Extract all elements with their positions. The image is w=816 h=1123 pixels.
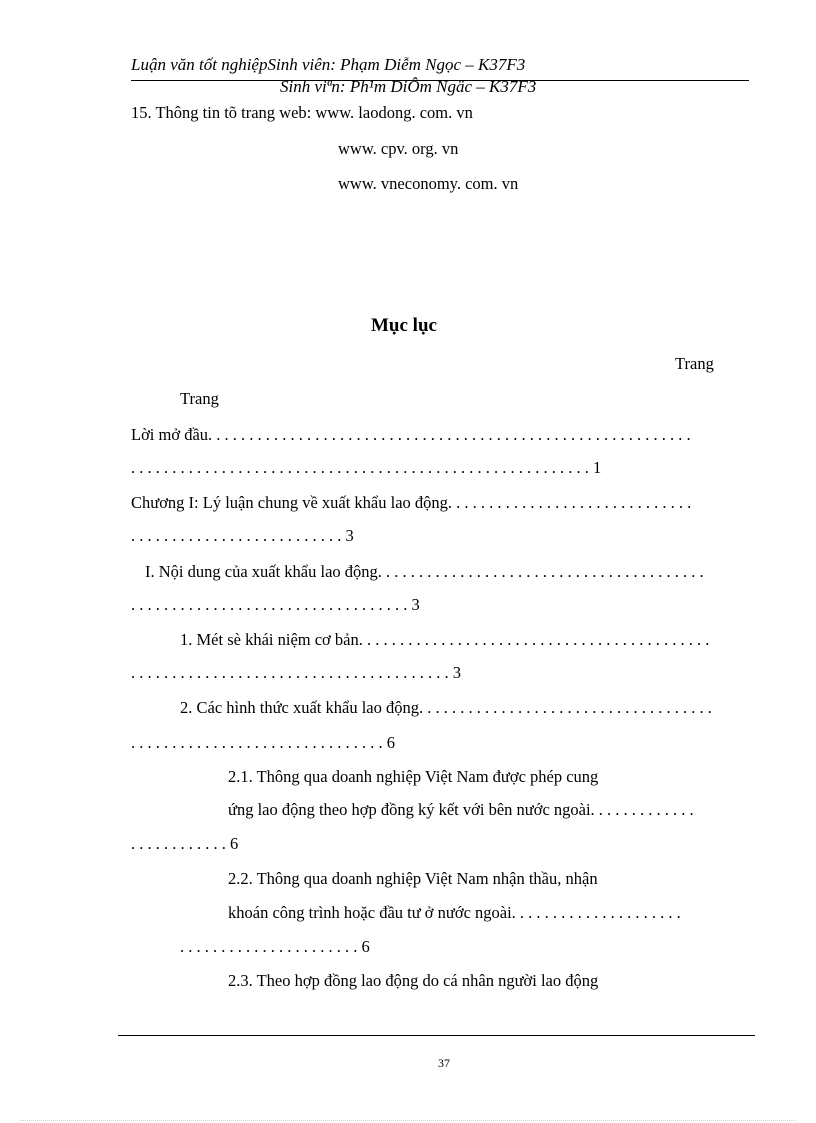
toc-entry: Lời mở đầu. . . . . . . . . . . . . . . . . . . . . . . . . . . . . . . . . . . . . . . . . . . . . . . . . . . . . . . . . . . <box>131 425 691 444</box>
running-header: Luận văn tốt nghiệpSinh viên: Phạm Diễm Ngọc – K37F3 <box>131 55 526 74</box>
toc-entry-leader: . . . . . . . . . . . . . . . . . . . . . . . . . . . . . . . . . . . . . . . 3 <box>131 663 461 682</box>
reference-url: www. vneconomy. com. vn <box>338 174 519 193</box>
page-edge <box>20 1120 796 1121</box>
toc-entry-leader: . . . . . . . . . . . . 6 <box>131 834 239 853</box>
toc-entry: 1. Mét sè khái niệm cơ bản. . . . . . . . . . . . . . . . . . . . . . . . . . . . . . . . . . . . . . . . . . . <box>180 630 710 649</box>
toc-entry-leader: . . . . . . . . . . . . . . . . . . . . . . . . . . . . . . . . . . . . . . . . . . . . . . . . . . . . . . . . 1 <box>131 458 602 477</box>
page-number: 37 <box>438 1056 450 1070</box>
reference-url: www. cpv. org. vn <box>338 139 459 158</box>
running-header-garbled: Sinh viªn: Ph¹m DiÔm Ngäc – K37F3 <box>280 77 537 96</box>
reference-item-15: 15. Thông tin tõ trang web: www. laodong. com. vn <box>131 103 473 122</box>
toc-entry: 2. Các hình thức xuất khẩu lao động. . . . . . . . . . . . . . . . . . . . . . . . . . . . . . . . . . . . <box>180 698 712 717</box>
toc-entry: Chương I: Lý luận chung về xuất khẩu lao động. . . . . . . . . . . . . . . . . . . . . . . . . . . . . . <box>131 493 692 512</box>
toc-entry: I. Nội dung của xuất khẩu lao động. . . . . . . . . . . . . . . . . . . . . . . . . . . . . . . . . . . . . . . . <box>145 562 704 581</box>
toc-title: Mục lục <box>371 315 437 336</box>
toc-entry: ứng lao động theo hợp đồng ký kết với bên nước ngoài. . . . . . . . . . . . . <box>228 800 694 819</box>
toc-entry-leader: . . . . . . . . . . . . . . . . . . . . . . . . . . . . . . . 6 <box>131 733 395 752</box>
toc-entry: 2.1. Thông qua doanh nghiệp Việt Nam được phép cung <box>228 767 599 786</box>
toc-page-column-label: Trang <box>180 389 219 408</box>
toc-entry: 2.2. Thông qua doanh nghiệp Việt Nam nhận thầu, nhận <box>228 869 598 888</box>
toc-entry-leader: . . . . . . . . . . . . . . . . . . . . . . . . . . 3 <box>131 526 354 545</box>
toc-page-column-label: Trang <box>675 354 714 373</box>
toc-entry-leader: . . . . . . . . . . . . . . . . . . . . . . 6 <box>180 937 370 956</box>
footer-rule <box>118 1035 755 1036</box>
toc-entry: khoán công trình hoặc đầu tư ở nước ngoài. . . . . . . . . . . . . . . . . . . . . <box>228 903 681 922</box>
toc-entry-leader: . . . . . . . . . . . . . . . . . . . . . . . . . . . . . . . . . . 3 <box>131 595 420 614</box>
toc-entry: 2.3. Theo hợp đồng lao động do cá nhân người lao động <box>228 971 599 990</box>
